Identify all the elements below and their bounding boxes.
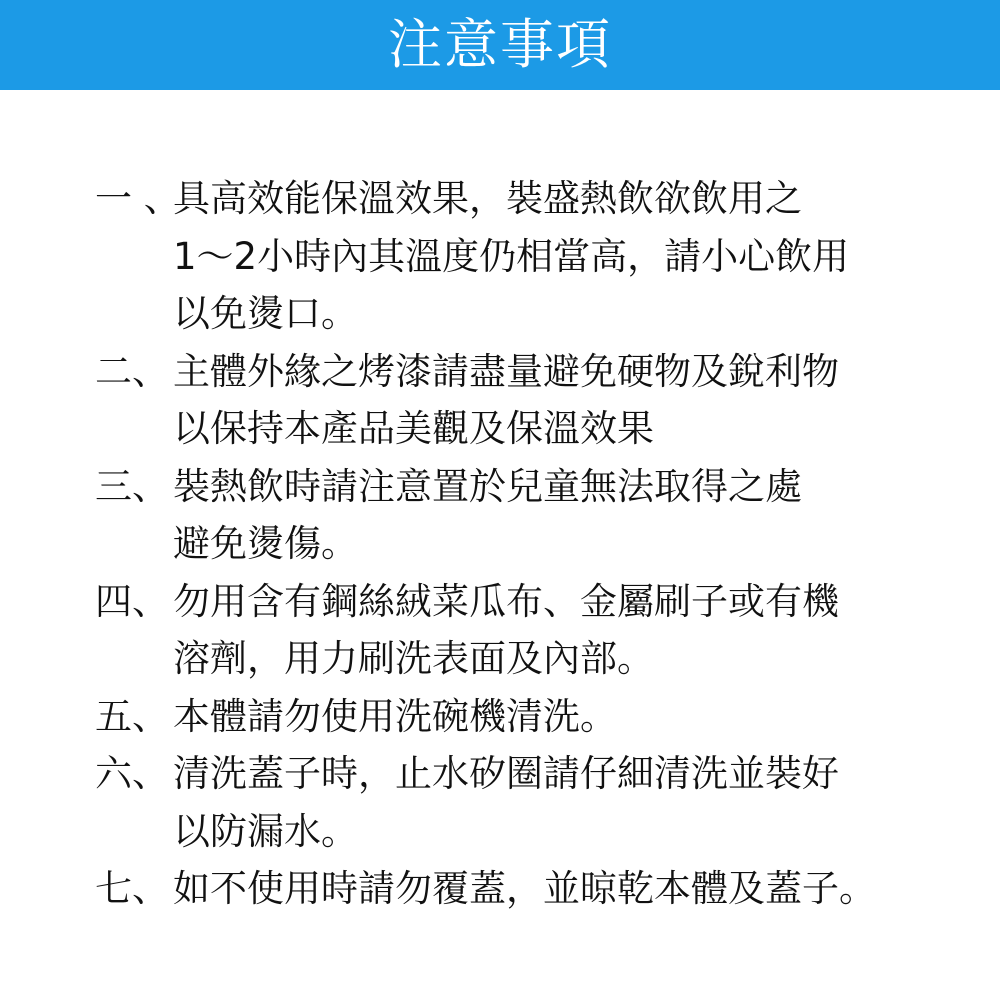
item-text: [173, 343, 839, 458]
item-text: [173, 745, 839, 860]
item-line: 勿用含有鋼絲絨菜瓜布、金屬刷子或有機: [173, 579, 839, 623]
item-marker: 六、: [95, 752, 169, 795]
notice-item-1: [95, 170, 975, 343]
notice-item-5: [95, 688, 975, 746]
item-line: 以防漏水。: [173, 809, 358, 853]
item-line: 清洗蓋子時，止水矽圈請仔細清洗並裝好: [173, 752, 839, 795]
item-line: 以免燙口。: [173, 292, 358, 335]
item-text: [173, 860, 876, 918]
header-banner: [0, 0, 1000, 90]
item-line: 主體外緣之烤漆請盡量避免硬物及銳利物: [173, 349, 839, 393]
item-line: 如不使用時請勿覆蓋，並晾乾本體及蓋子。: [173, 867, 876, 910]
item-marker: 七、: [95, 867, 169, 910]
item-line: 避免燙傷。: [173, 522, 358, 565]
item-marker: 五、: [95, 694, 169, 738]
item-marker: 二、: [95, 349, 169, 393]
item-marker: 三、: [95, 464, 169, 508]
item-marker: 四、: [95, 579, 169, 623]
item-line: 溶劑，用力刷洗表面及內部。: [173, 637, 654, 680]
item-line: 具高效能保溫效果，裝盛熱飲欲飲用之: [173, 177, 802, 220]
notice-item-6: [95, 745, 975, 860]
notice-item-4: [95, 573, 975, 688]
item-text: [173, 688, 617, 746]
notice-item-3: [95, 458, 975, 573]
item-text: [173, 170, 849, 343]
notice-list: [95, 170, 975, 918]
item-marker: 一 、: [95, 177, 181, 220]
item-line: 裝熱飲時請注意置於兒童無法取得之處: [173, 464, 802, 508]
notice-item-7: [95, 860, 975, 918]
item-line: 以保持本產品美觀及保溫效果: [173, 407, 654, 450]
item-text: [173, 458, 802, 573]
notice-item-2: [95, 343, 975, 458]
item-line: 1～2小時內其溫度仍相當高，請小心飲用: [173, 234, 850, 278]
page-title: 注意事項: [388, 13, 612, 76]
item-line: 本體請勿使用洗碗機清洗。: [173, 694, 617, 738]
item-text: [173, 573, 839, 688]
